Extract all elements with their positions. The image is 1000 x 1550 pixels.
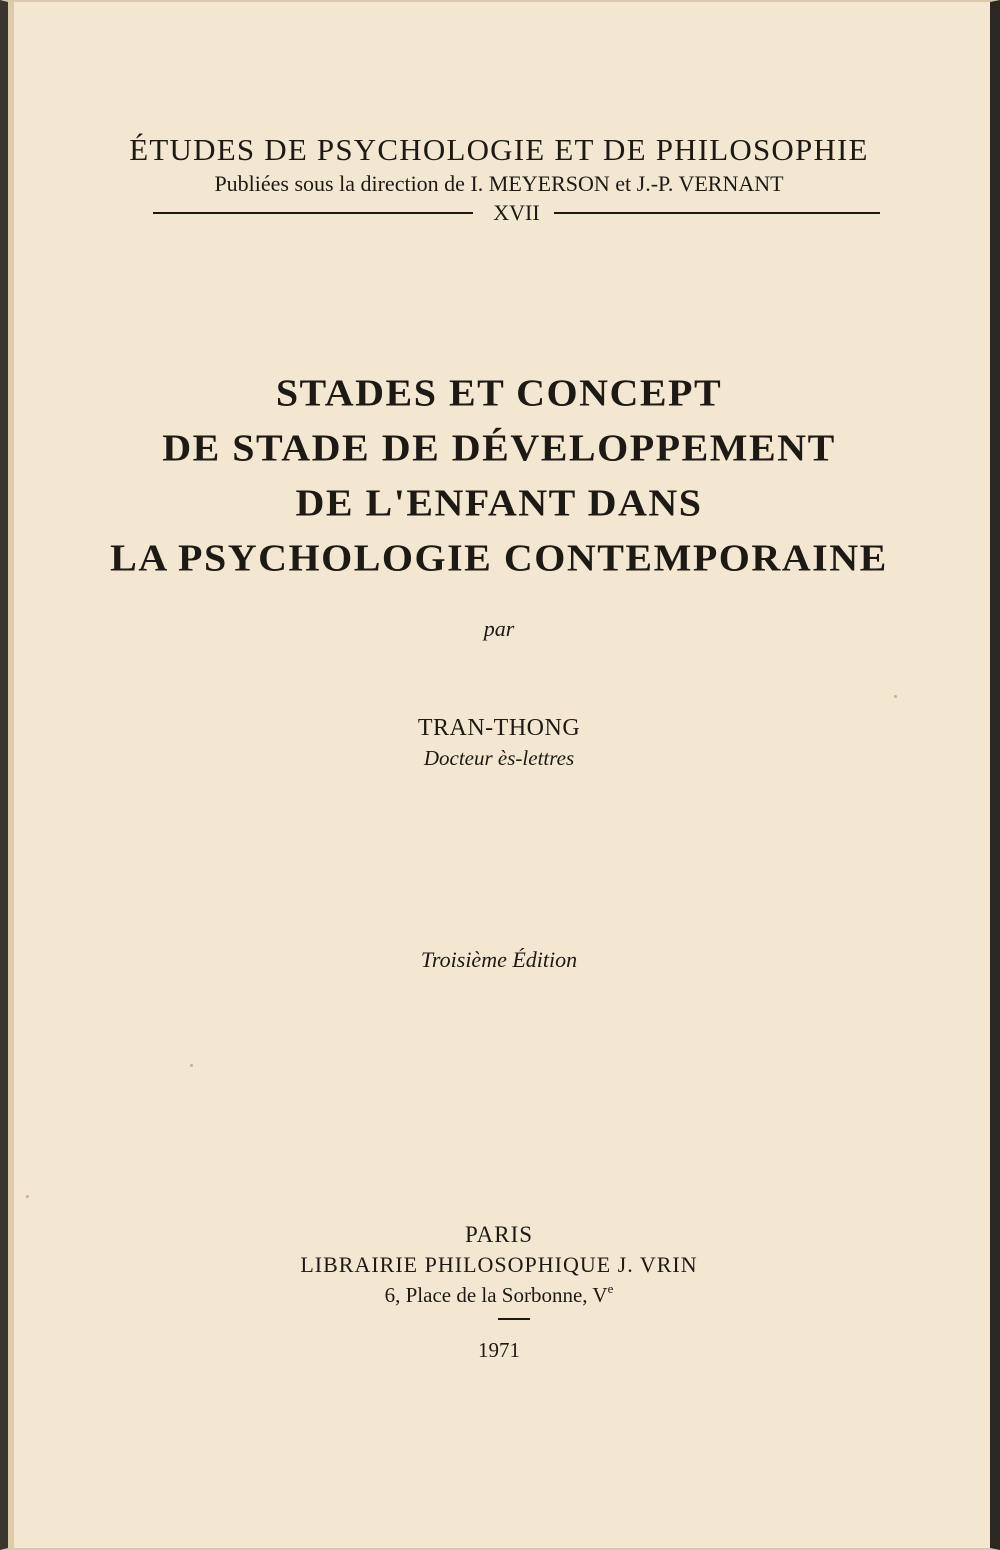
- publication-year: 1971: [478, 1338, 520, 1362]
- book-title-line-3: DE L'ENFANT DANS: [295, 481, 703, 524]
- spine-edge: [8, 2, 14, 1548]
- edition: Troisième Édition: [420, 947, 578, 972]
- imprint-rule: [498, 1318, 530, 1320]
- book-title-line-2: DE STADE DE DÉVELOPPEMENT: [162, 426, 836, 469]
- series-rule: [153, 198, 880, 228]
- address-text: 6, Place de la Sorbonne, V: [384, 1283, 608, 1307]
- by-line: par: [483, 616, 515, 641]
- publisher-address: [8, 1280, 990, 1310]
- series-direction: Publiées sous la direction de I. MEYERSON et J.-P. VERNANT: [214, 171, 784, 196]
- series-title: ÉTUDES DE PSYCHOLOGIE ET DE PHILOSOPHIE: [129, 132, 869, 167]
- book-title: [8, 365, 990, 585]
- paper-speck: [894, 695, 897, 698]
- paper-speck: [26, 1195, 29, 1198]
- publisher-name: LIBRAIRIE PHILOSOPHIQUE J. VRIN: [300, 1252, 698, 1277]
- book-title-line-1: STADES ET CONCEPT: [275, 371, 723, 414]
- author-name: TRAN-THONG: [417, 715, 581, 741]
- series-number: XVII: [493, 200, 540, 225]
- address-superscript: e: [607, 1281, 614, 1296]
- book-title-line-4: LA PSYCHOLOGIE CONTEMPORAINE: [110, 536, 888, 579]
- rule-right: [554, 212, 880, 214]
- paper-speck: [190, 1064, 193, 1067]
- publisher-city: PARIS: [464, 1222, 534, 1247]
- author-degree: Docteur ès-lettres: [423, 746, 575, 770]
